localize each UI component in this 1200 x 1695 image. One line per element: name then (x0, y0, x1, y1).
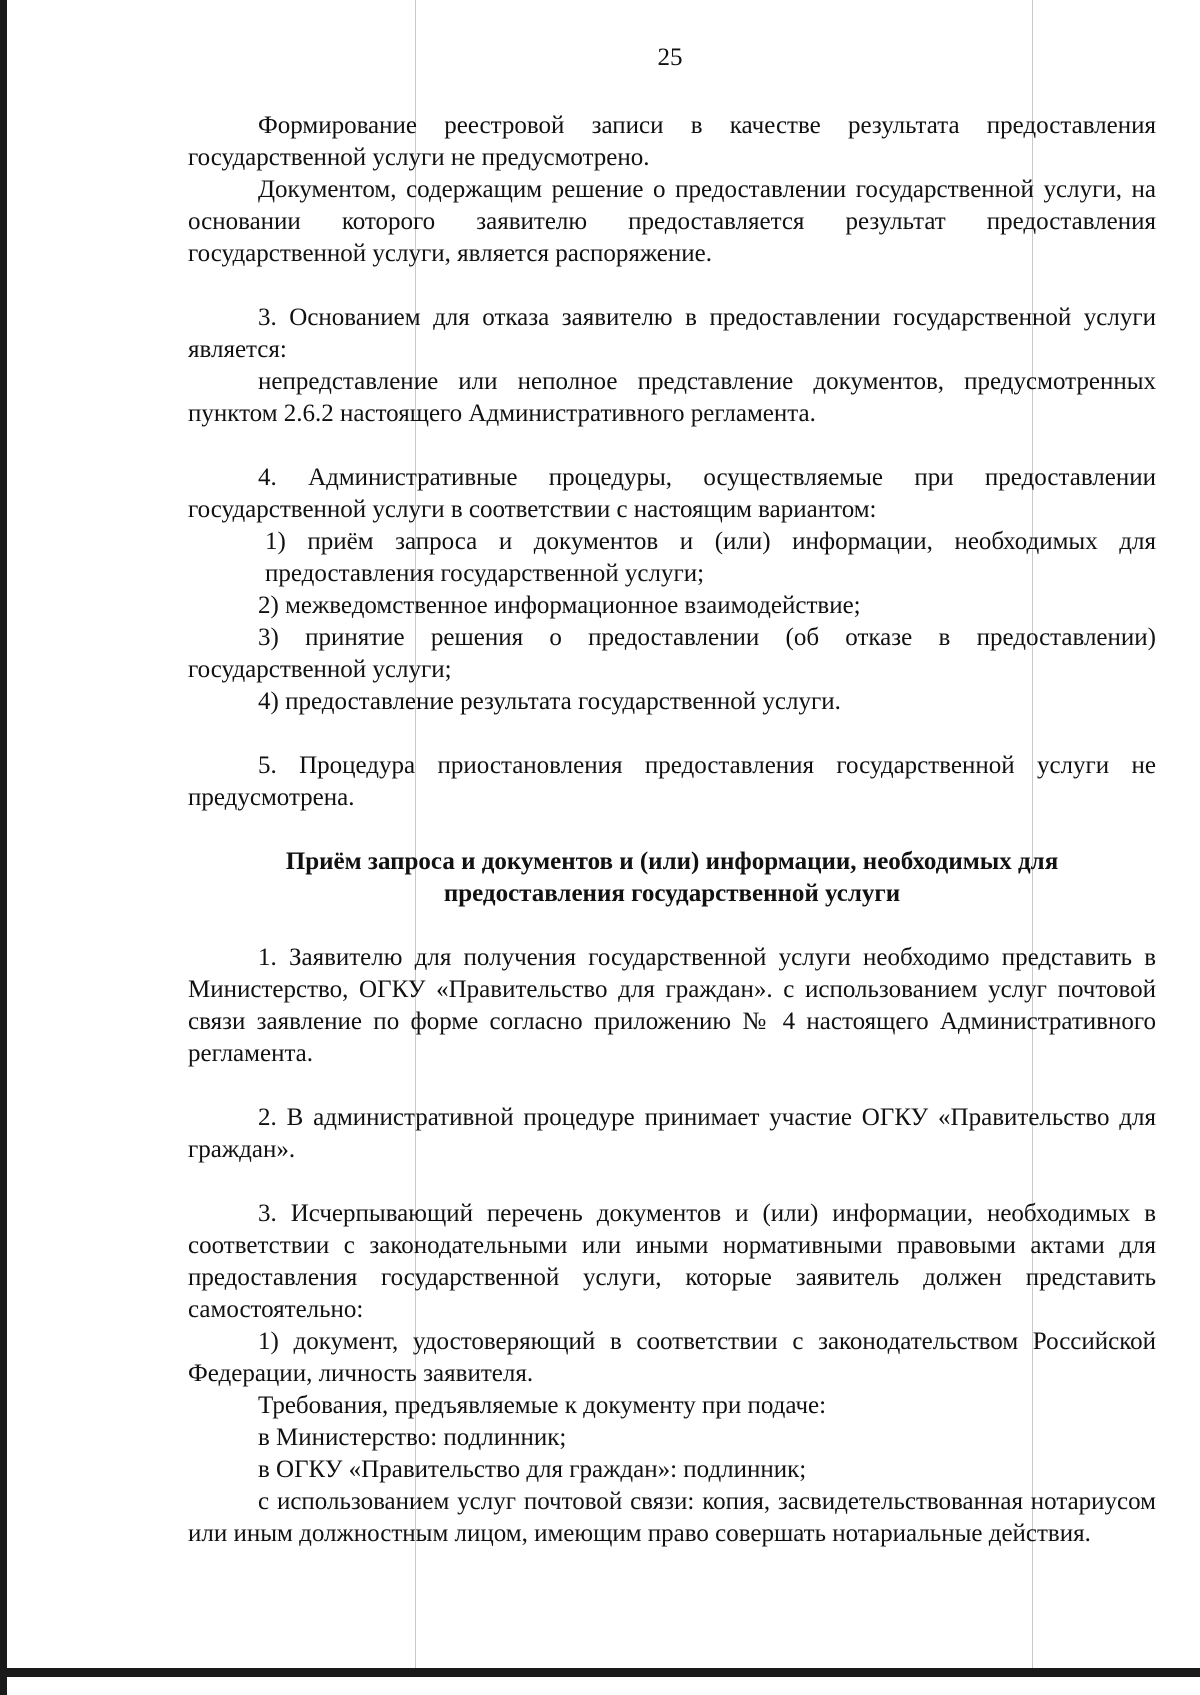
list-item: 2) межведомственное информационное взаимодействие; (258, 592, 861, 619)
section-heading: Приём запроса и документов и (или) информации, необходимых для предоставления государственной услуги (285, 848, 1059, 907)
paragraph: в Министерство: подлинник; (258, 1424, 567, 1451)
paragraph: 5. Процедура приостановления предоставления государственной услуги не предусмотрена. (188, 752, 1156, 811)
document-body (188, 110, 1156, 1550)
paragraph: в ОГКУ «Правительство для граждан»: подлинник; (258, 1456, 807, 1483)
paragraph: 4. Административные процедуры, осуществляемые при предоставлении государственной услуги в соответствии с настоящим вариантом: (188, 464, 1156, 523)
paragraph: непредставление или неполное представление документов, предусмотренных пунктом 2.6.2 настоящего Административного регламента. (188, 368, 1156, 427)
scan-left-edge (0, 0, 7, 1695)
paragraph: 2. В административной процедуре принимает участие ОГКУ «Правительство для граждан». (188, 1104, 1156, 1163)
paragraph: Документом, содержащим решение о предоставлении государственной услуги, на основании которого заявителю предоставляется результат предоставления государственной услуги, является распоряжение. (188, 176, 1156, 267)
list-item: 1) приём запроса и документов и (или) информации, необходимых для предоставления государственной услуги; (265, 528, 1156, 587)
scan-bottom-edge (0, 1668, 1200, 1677)
paragraph: Требования, предъявляемые к документу при подаче: (258, 1392, 827, 1419)
list-item: 1) документ, удостоверяющий в соответствии с законодательством Российской Федерации, личность заявителя. (188, 1328, 1156, 1387)
list-item: 3) принятие решения о предоставлении (об отказе в предоставлении) государственной услуги; (188, 624, 1156, 683)
paragraph: 3. Основанием для отказа заявителю в предоставлении государственной услуги является: (188, 304, 1156, 363)
paragraph: 1. Заявителю для получения государственной услуги необходимо представить в Министерство, ОГКУ «Правительство для граждан». с использованием услуг почтовой связи заявление по форме согласно приложению № 4 настоящего Административного регламента. (188, 944, 1156, 1067)
paragraph: 3. Исчерпывающий перечень документов и (или) информации, необходимых в соответствии с законодательными или иными нормативными правовыми актами для предоставления государственной услуги, которые заявитель должен представить самостоятельно: (188, 1200, 1156, 1323)
list-item: 4) предоставление результата государственной услуги. (258, 688, 841, 715)
paragraph: с использованием услуг почтовой связи: копия, засвидетельствованная нотариусом или иным должностным лицом, имеющим право совершать нотариальные действия. (188, 1488, 1156, 1547)
paragraph: Формирование реестровой записи в качестве результата предоставления государственной услуги не предусмотрено. (188, 112, 1156, 171)
page-number: 25 (657, 44, 683, 71)
